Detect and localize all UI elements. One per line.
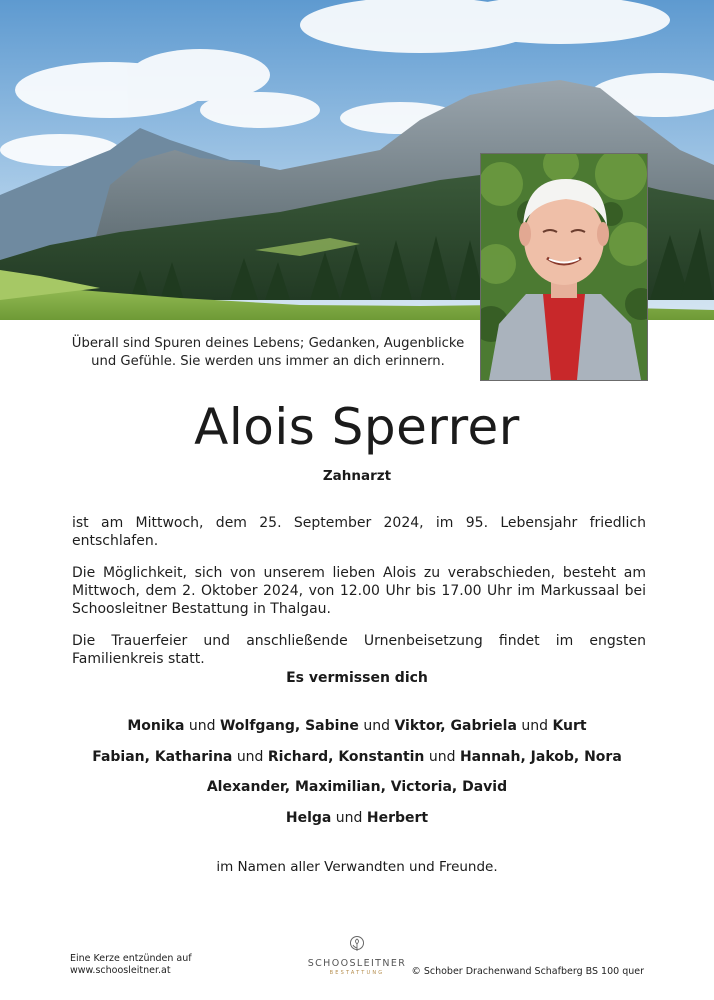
funeral-paragraph: Die Trauerfeier und anschließende Urnenbeisetzung findet im engsten Familienkreis statt. xyxy=(72,633,646,667)
miss-heading: Es vermissen dich xyxy=(286,670,428,686)
funeral-home-logo xyxy=(300,935,414,976)
deceased-name: Alois Sperrer xyxy=(194,398,520,456)
family-name: Kurt xyxy=(552,718,587,734)
closing-line: im Namen aller Verwandten und Freunde. xyxy=(216,859,498,875)
website-link[interactable]: www.schoosleitner.at xyxy=(70,965,171,976)
portrait-photo xyxy=(480,153,648,381)
family-name: Herbert xyxy=(366,810,429,826)
family-name: Fabian, Katharina xyxy=(92,749,233,765)
logo-name: SCHOOSLEITNER xyxy=(307,958,407,969)
conjunction: und xyxy=(363,718,390,734)
conjunction: und xyxy=(335,810,363,826)
family-line-4 xyxy=(0,810,714,826)
conjunction: und xyxy=(428,749,456,765)
death-announcement-paragraph: ist am Mittwoch, dem 25. September 2024, im 95. Lebensjahr friedlich entschlafen. xyxy=(72,515,646,549)
family-name: Richard, Konstantin xyxy=(267,749,425,765)
candle-text: Eine Kerze entzünden auf xyxy=(70,953,192,964)
farewell-viewing-paragraph: Die Möglichkeit, sich von unserem lieben Alois zu verabschieden, besteht am Mittwoch, dem 2. Oktober 2024, von 12.00 Uhr bis 17.00 Uhr im Markussaal bei Schoosleitner Bestattung in Thalgau. xyxy=(72,565,646,617)
candle-notice xyxy=(70,953,192,977)
image-copyright: © Schober Drachenwand Schafberg BS 100 quer xyxy=(411,966,644,977)
conjunction: und xyxy=(521,718,548,734)
memorial-quote: Überall sind Spuren deines Lebens; Gedanken, Augenblicke und Gefühle. Sie werden uns immer an dich erinnern. xyxy=(71,336,465,369)
family-name: Wolfgang, Sabine xyxy=(219,718,359,734)
deceased-profession: Zahnarzt xyxy=(322,468,392,484)
family-name: Hannah, Jakob, Nora xyxy=(459,749,622,765)
conjunction: und xyxy=(188,718,216,734)
rose-icon xyxy=(348,935,366,953)
portrait-illustration xyxy=(481,154,647,380)
obituary-text xyxy=(72,514,646,682)
logo-subtitle: BESTATTUNG xyxy=(329,970,385,976)
family-line-1 xyxy=(0,718,714,734)
family-name: Alexander, Maximilian, Victoria, David xyxy=(206,779,508,795)
conjunction: und xyxy=(236,749,264,765)
family-name: Viktor, Gabriela xyxy=(394,718,517,734)
family-line-3 xyxy=(0,779,714,795)
family-line-2 xyxy=(0,749,714,765)
family-name: Monika xyxy=(127,718,185,734)
family-name: Helga xyxy=(285,810,332,826)
